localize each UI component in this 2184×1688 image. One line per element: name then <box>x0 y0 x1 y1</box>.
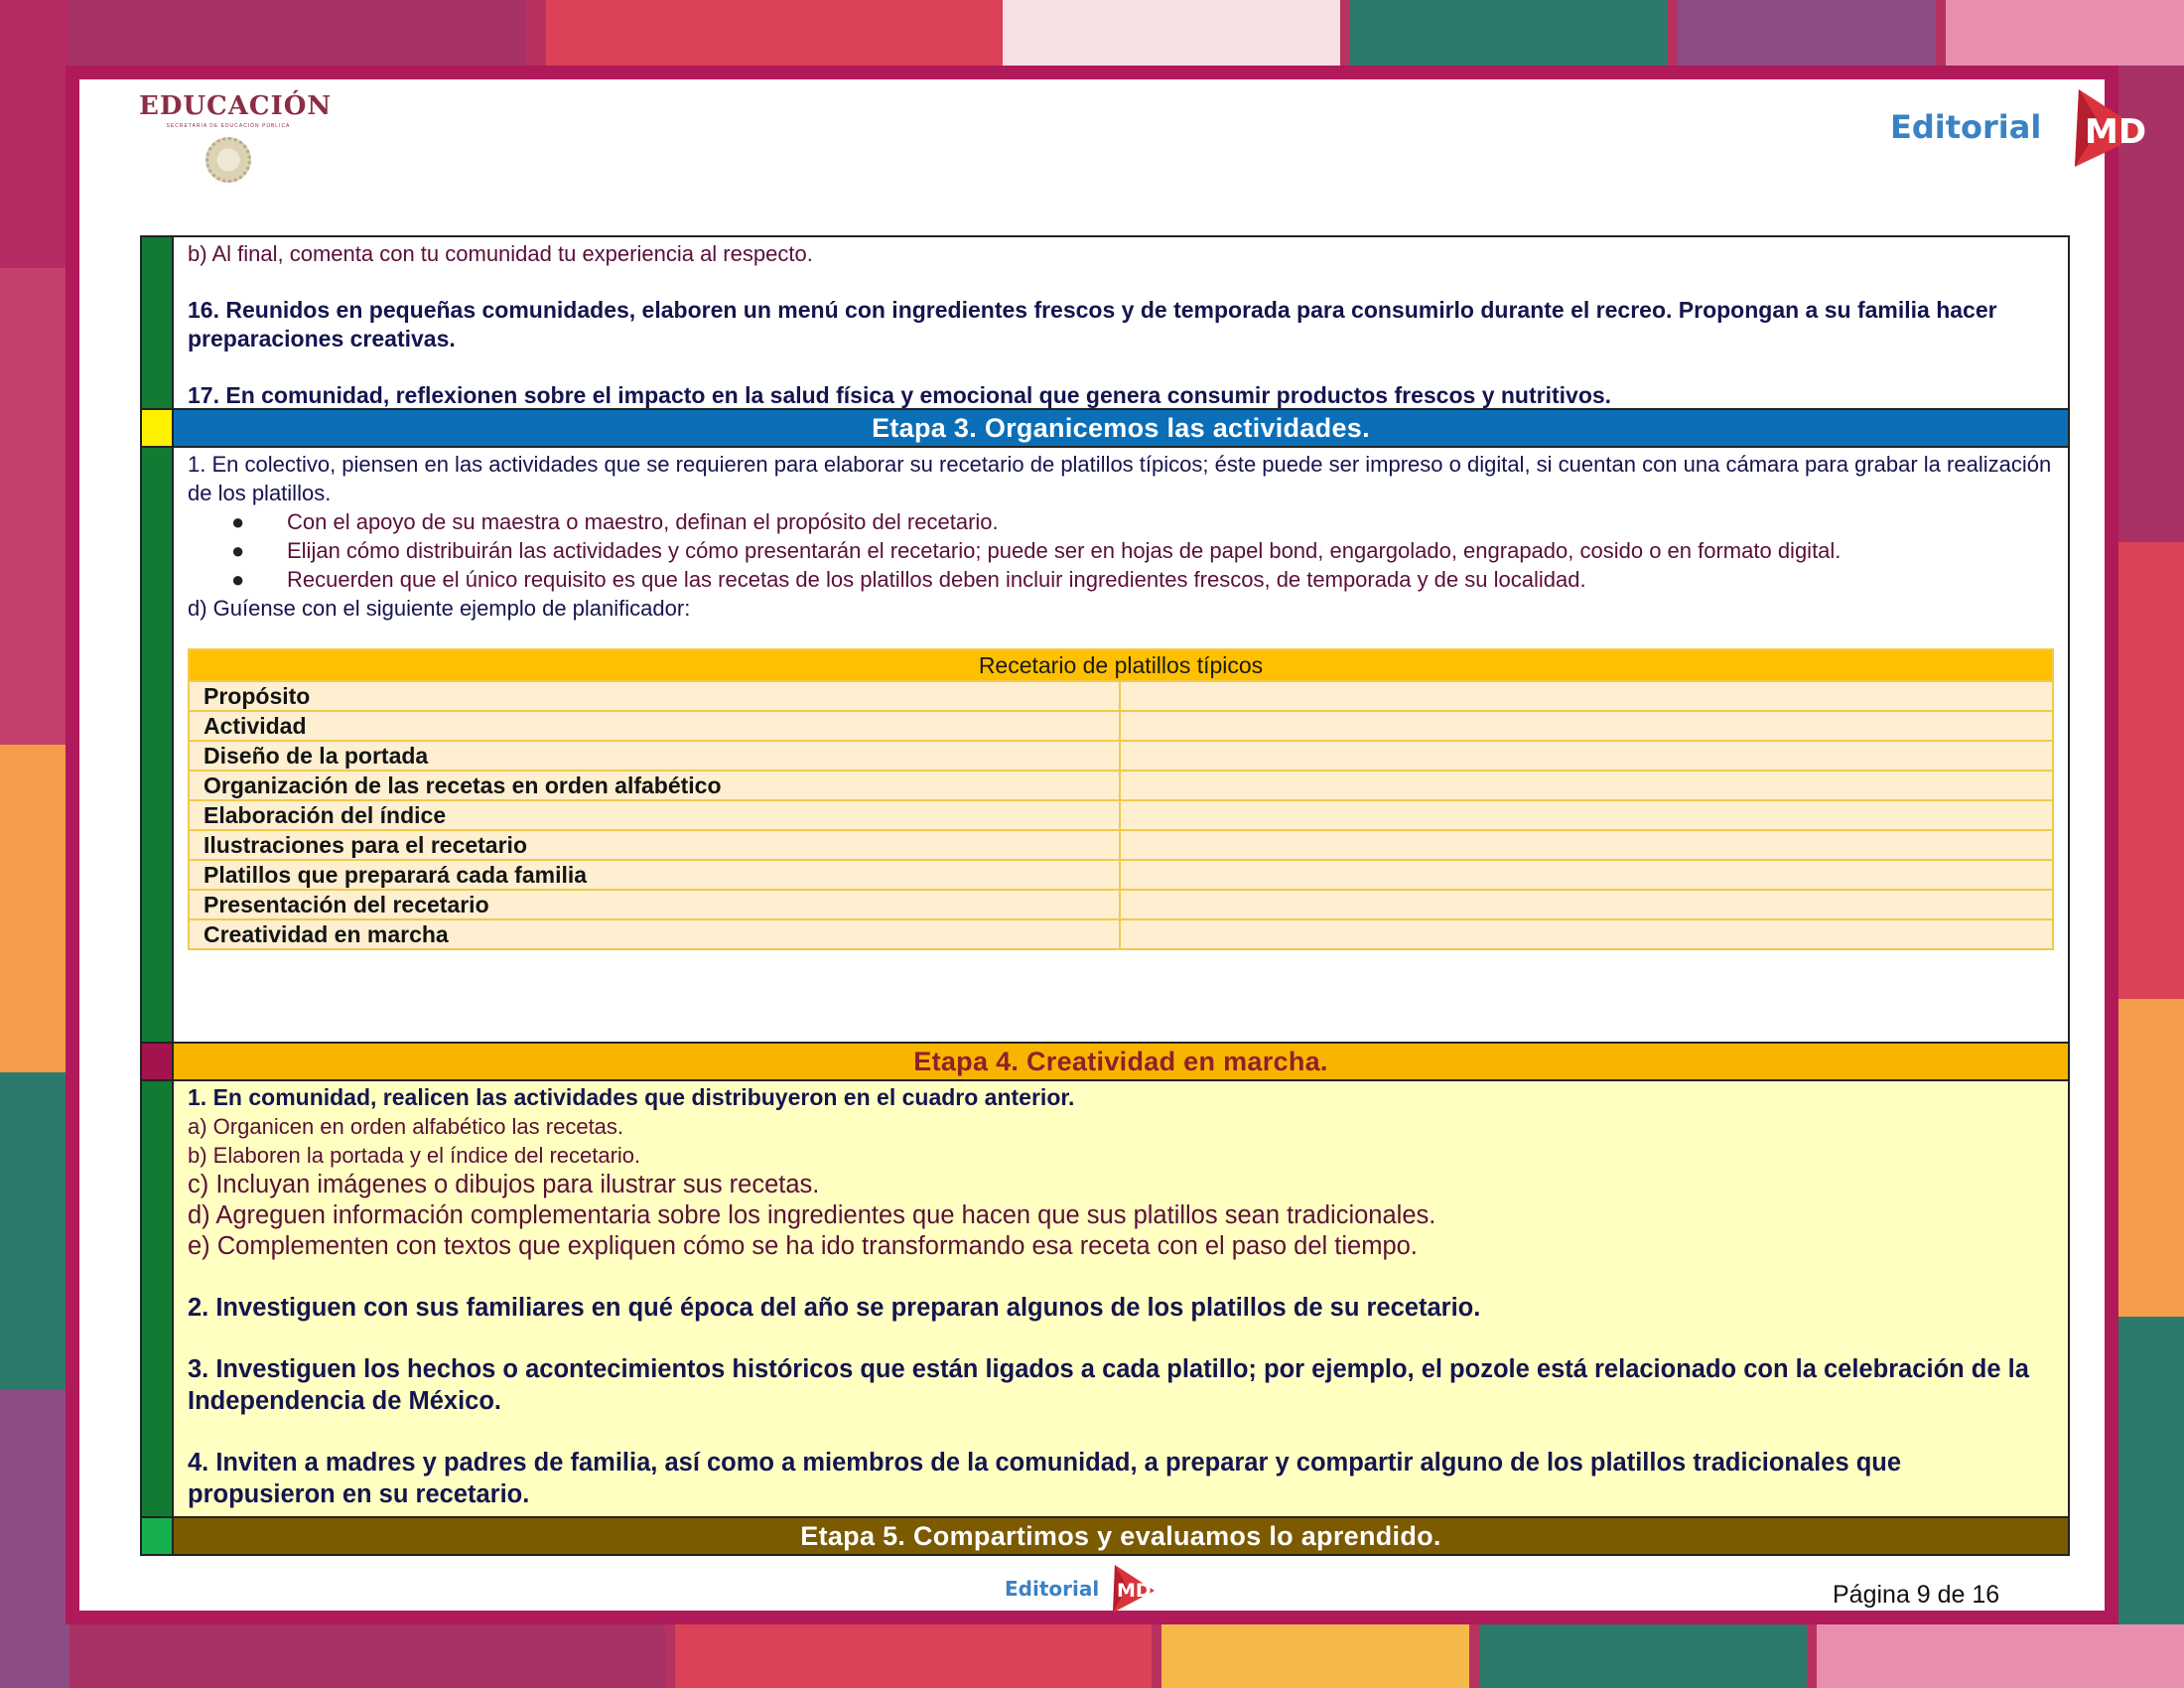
planner-row-label: Ilustraciones para el recetario <box>190 831 1121 859</box>
page-number: Página 9 de 16 <box>1833 1581 2000 1609</box>
planner-row-value <box>1121 742 2052 770</box>
footer-editorial-logo <box>1005 1563 1157 1615</box>
table-row <box>190 680 2052 710</box>
etapa-4-d: d) Agreguen información complementaria sobre los ingredientes que hacen que sus platillos sean tradicionales. <box>188 1201 1436 1229</box>
item-17: 17. En comunidad, reflexionen sobre el impacto en la salud física y emocional que genera consumir productos frescos y nutritivos. <box>188 382 1612 408</box>
bullet-icon: ● <box>231 567 245 592</box>
bg-tile <box>1817 1624 2184 1688</box>
bg-tile <box>0 1390 69 1688</box>
planner-row-label: Creatividad en marcha <box>190 920 1121 948</box>
bg-tile <box>1946 0 2184 66</box>
etapa-5-title: Etapa 5. Compartimos y evaluamos lo aprendido. <box>174 1518 2068 1554</box>
bg-tile <box>2118 542 2184 999</box>
bg-tile <box>0 268 69 745</box>
side-marker-magenta <box>142 1044 174 1079</box>
planner-row-label: Actividad <box>190 712 1121 740</box>
bg-tile <box>69 1624 665 1688</box>
etapa-4-c: c) Incluyan imágenes o dibujos para ilustrar sus recetas. <box>188 1171 820 1198</box>
table-row <box>142 446 2068 1042</box>
planner-row-label: Propósito <box>190 682 1121 710</box>
table-row <box>142 1516 2068 1554</box>
side-marker-green <box>142 448 174 1042</box>
table-row <box>190 799 2052 829</box>
etapa-4-item-4: 4. Inviten a madres y padres de familia, así como a miembros de la comunidad, a preparar y compartir alguno de los platillos tradicionales que propusieron en su recetario. <box>188 1449 1902 1508</box>
bullet-text: Con el apoyo de su maestra o maestro, definan el propósito del recetario. <box>287 509 999 534</box>
bullet-text: Recuerden que el único requisito es que las recetas de los platillos deben incluir ingredientes frescos, de temporada y de su localidad. <box>287 567 1586 592</box>
planner-row-value <box>1121 920 2052 948</box>
line-b: b) Al final, comenta con tu comunidad tu experiencia al respecto. <box>188 241 813 266</box>
table-row <box>190 918 2052 948</box>
bg-tile <box>546 0 1003 66</box>
planner-row-value <box>1121 772 2052 799</box>
etapa-4-item-3: 3. Investiguen los hechos o acontecimientos históricos que están ligados a cada platillo; por ejemplo, el pozole está relacionado con la celebración de la Independencia de México. <box>188 1355 2029 1415</box>
planner-row-value <box>1121 712 2052 740</box>
bg-tile <box>1479 1624 1807 1688</box>
table-row <box>142 237 2068 408</box>
bg-tile <box>1161 1624 1469 1688</box>
etapa-3-content <box>174 448 2068 1042</box>
block-continuation <box>174 237 2068 408</box>
side-marker-green <box>142 237 174 408</box>
list-item <box>188 536 2054 565</box>
table-row <box>190 889 2052 918</box>
bg-tile <box>0 0 69 268</box>
etapa-4-content <box>174 1081 2068 1516</box>
planner-row-value <box>1121 801 2052 829</box>
etapa-4-e: e) Complementen con textos que expliquen cómo se ha ido transformando esa receta con el paso del tiempo. <box>188 1232 1418 1260</box>
planner-row-value <box>1121 831 2052 859</box>
bg-tile <box>675 1624 1152 1688</box>
editorial-md-logo <box>1890 85 2150 169</box>
sep-logo-word: EDUCACIÓN <box>139 91 333 121</box>
planner-table <box>188 648 2054 950</box>
bg-tile <box>1678 0 1936 66</box>
md-triangle-icon <box>2041 85 2150 169</box>
planner-row-label: Elaboración del índice <box>190 801 1121 829</box>
etapa-4-item-1: 1. En comunidad, realicen las actividades que distribuyeron en el cuadro anterior. <box>188 1084 1075 1110</box>
md-triangle-icon <box>1099 1563 1157 1615</box>
editorial-logo-mark: MD <box>2085 112 2147 152</box>
table-row <box>190 829 2052 859</box>
table-row <box>190 770 2052 799</box>
etapa-3-title: Etapa 3. Organicemos las actividades. <box>174 410 2068 446</box>
editorial-logo-text: Editorial <box>1890 108 2042 146</box>
bg-tile <box>1350 0 1668 66</box>
etapa-4-a: a) Organicen en orden alfabético las recetas. <box>188 1114 624 1139</box>
planner-row-label: Organización de las recetas en orden alfabético <box>190 772 1121 799</box>
etapa-4-b: b) Elaboren la portada y el índice del recetario. <box>188 1143 641 1168</box>
planner-title: Recetario de platillos típicos <box>190 650 2052 680</box>
bg-tile <box>1003 0 1340 66</box>
list-item <box>188 507 2054 536</box>
activity-table <box>140 235 2070 1556</box>
seal-icon <box>205 137 251 183</box>
bg-tile <box>0 745 69 1072</box>
side-marker-yellow <box>142 410 174 446</box>
sep-logo-subtitle: SECRETARÍA DE EDUCACIÓN PÚBLICA <box>166 123 291 129</box>
footer-logo-text: Editorial <box>1005 1577 1100 1601</box>
planner-row-label: Diseño de la portada <box>190 742 1121 770</box>
line-d: d) Guíense con el siguiente ejemplo de planificador: <box>188 596 691 621</box>
table-row <box>142 408 2068 446</box>
table-row <box>190 740 2052 770</box>
planner-row-label: Platillos que preparará cada familia <box>190 861 1121 889</box>
table-row <box>142 1079 2068 1516</box>
etapa-3-intro: 1. En colectivo, piensen en las actividades que se requieren para elaborar su recetario de platillos típicos; éste puede ser impreso o digital, si cuentan con una cámara para grabar la realización de los platillos. <box>188 452 2052 505</box>
bg-tile <box>2118 999 2184 1317</box>
bg-tile <box>69 0 526 66</box>
bullet-icon: ● <box>231 538 245 563</box>
bullet-icon: ● <box>231 509 245 534</box>
table-row <box>190 710 2052 740</box>
planner-row-value <box>1121 682 2052 710</box>
table-row <box>142 1042 2068 1079</box>
planner-row-value <box>1121 861 2052 889</box>
sep-logo <box>139 91 333 183</box>
footer-logo-mark: MD <box>1117 1580 1152 1602</box>
bg-tile <box>0 1072 69 1390</box>
etapa-3-bullets <box>188 507 2054 594</box>
table-row <box>190 859 2052 889</box>
side-marker-green <box>142 1081 174 1516</box>
item-16: 16. Reunidos en pequeñas comunidades, elaboren un menú con ingredientes frescos y de temporada para consumirlo durante el recreo. Propongan a su familia hacer preparaciones creativas. <box>188 297 1997 352</box>
bullet-text: Elijan cómo distribuirán las actividades y cómo presentarán el recetario; puede ser en hojas de papel bond, engargolado, engrapado, cosido o en formato digital. <box>287 538 1842 563</box>
etapa-4-title: Etapa 4. Creatividad en marcha. <box>174 1044 2068 1079</box>
planner-row-label: Presentación del recetario <box>190 891 1121 918</box>
planner-row-value <box>1121 891 2052 918</box>
etapa-4-item-2: 2. Investiguen con sus familiares en qué época del año se preparan algunos de los platillos de su recetario. <box>188 1294 1481 1322</box>
side-marker-lightgreen <box>142 1518 174 1554</box>
list-item <box>188 565 2054 594</box>
